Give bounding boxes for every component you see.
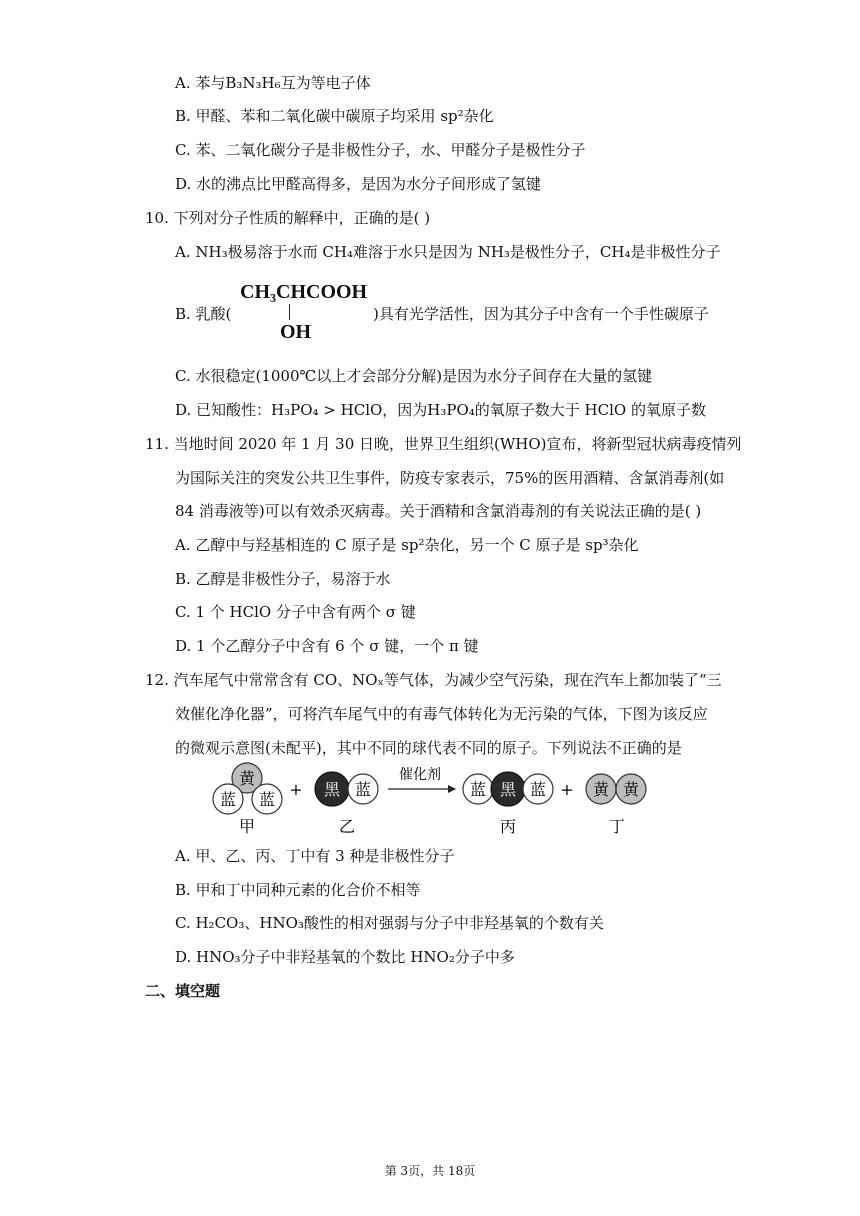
q9-option-b: B. 甲醛、苯和二氧化碳中碳原子均采用 sp²杂化 [175,107,494,125]
q12-option-a: A. 甲、乙、丙、丁中有 3 种是非极性分子 [175,847,455,865]
page-footer: 第 3页，共 18页 [384,1164,476,1178]
lactic-acid-formula-bottom: OH [280,321,312,343]
q12-stem-line2: 效催化净化器”，可将汽车尾气中的有毒气体转化为无污染的气体，下图为该反应 [175,705,708,723]
q10-stem: 10. 下列对分子性质的解释中，正确的是( ) [145,209,431,227]
atom-label: 蓝 [469,780,487,799]
atom-label: 蓝 [219,790,237,809]
q12-option-b: B. 甲和丁中同种元素的化合价不相等 [175,881,421,899]
atom-label: 黑 [323,780,341,799]
molecule-jia [213,763,282,814]
plus-sign: + [289,780,303,799]
label-ding: 丁 [608,817,626,836]
q10-option-c: C. 水很稳定(1000℃以上才会部分分解)是因为水分子间存在大量的氢键 [175,367,653,385]
q11-option-c: C. 1 个 HClO 分子中含有两个 σ 键 [175,603,416,621]
q10-option-b-suffix: )具有光学活性，因为其分子中含有一个手性碳原子 [373,305,709,323]
catalyst-label: 催化剂 [399,767,441,783]
molecule-yi [315,772,378,806]
q9-option-a: A. 苯与B₃N₃H₆互为等电子体 [175,74,371,92]
q11-stem-line1: 11. 当地时间 2020 年 1 月 30 日晚，世界卫生组织(WHO)宣布，将新型冠状病毒疫情列 [145,435,742,453]
q10-option-d: D. 已知酸性：H₃PO₄ > HClO，因为H₃PO₄的氧原子数大于 HClO 的氧原子数 [175,401,706,419]
q9-option-d: D. 水的沸点比甲醛高得多，是因为水分子间形成了氢键 [175,175,542,193]
reaction-diagram [195,760,665,840]
molecule-bing [463,772,553,806]
q11-stem-line2: 为国际关注的突发公共卫生事件，防疫专家表示，75%的医用酒精、含氯消毒剂(如 [175,469,725,487]
q12-stem-line1: 12. 汽车尾气中常常含有 CO、NOₓ等气体，为减少空气污染，现在汽车上都加装了“三 [145,671,722,689]
q12-stem-line3: 的微观示意图(未配平)，其中不同的球代表不同的原子。下列说法不正确的是 [175,739,682,757]
label-jia: 甲 [238,817,256,836]
q11-option-b: B. 乙醇是非极性分子，易溶于水 [175,570,391,588]
q11-option-a: A. 乙醇中与羟基相连的 C 原子是 sp²杂化，另一个 C 原子是 sp³杂化 [175,536,639,554]
atom-label: 黄 [622,780,640,799]
label-bing: 丙 [499,817,517,836]
plus-sign: + [560,780,574,799]
label-yi: 乙 [338,817,356,836]
q9-option-c: C. 苯、二氧化碳分子是非极性分子，水、甲醛分子是极性分子 [175,141,586,159]
atom-label: 蓝 [529,780,547,799]
atom-label: 黑 [499,780,517,799]
atom-label: 蓝 [354,780,372,799]
atom-label: 黄 [592,780,610,799]
q10-option-b-prefix: B. 乳酸( [175,305,232,323]
section-heading: 二、填空题 [145,982,221,1000]
q10-option-a: A. NH₃极易溶于水而 CH₄难溶于水只是因为 NH₃是极性分子，CH₄是非极性分子 [175,243,721,261]
lactic-acid-formula-top: CH₃CHCOOH [240,281,368,303]
q12-option-c: C. H₂CO₃、HNO₃酸性的相对强弱与分子中非羟基氧的个数有关 [175,914,604,932]
q11-stem-line3: 84 消毒液等)可以有效杀灭病毒。关于酒精和含氯消毒剂的有关说法正确的是( ) [175,502,702,520]
lactic-acid-bond [289,304,290,320]
atom-label: 蓝 [258,790,276,809]
molecule-ding [586,774,646,804]
atom-label: 黄 [238,769,256,788]
q12-option-d: D. HNO₃分子中非羟基氧的个数比 HNO₂分子中多 [175,948,515,966]
q11-option-d: D. 1 个乙醇分子中含有 6 个 σ 键，一个 π 键 [175,637,479,655]
arrow-head [448,785,456,793]
